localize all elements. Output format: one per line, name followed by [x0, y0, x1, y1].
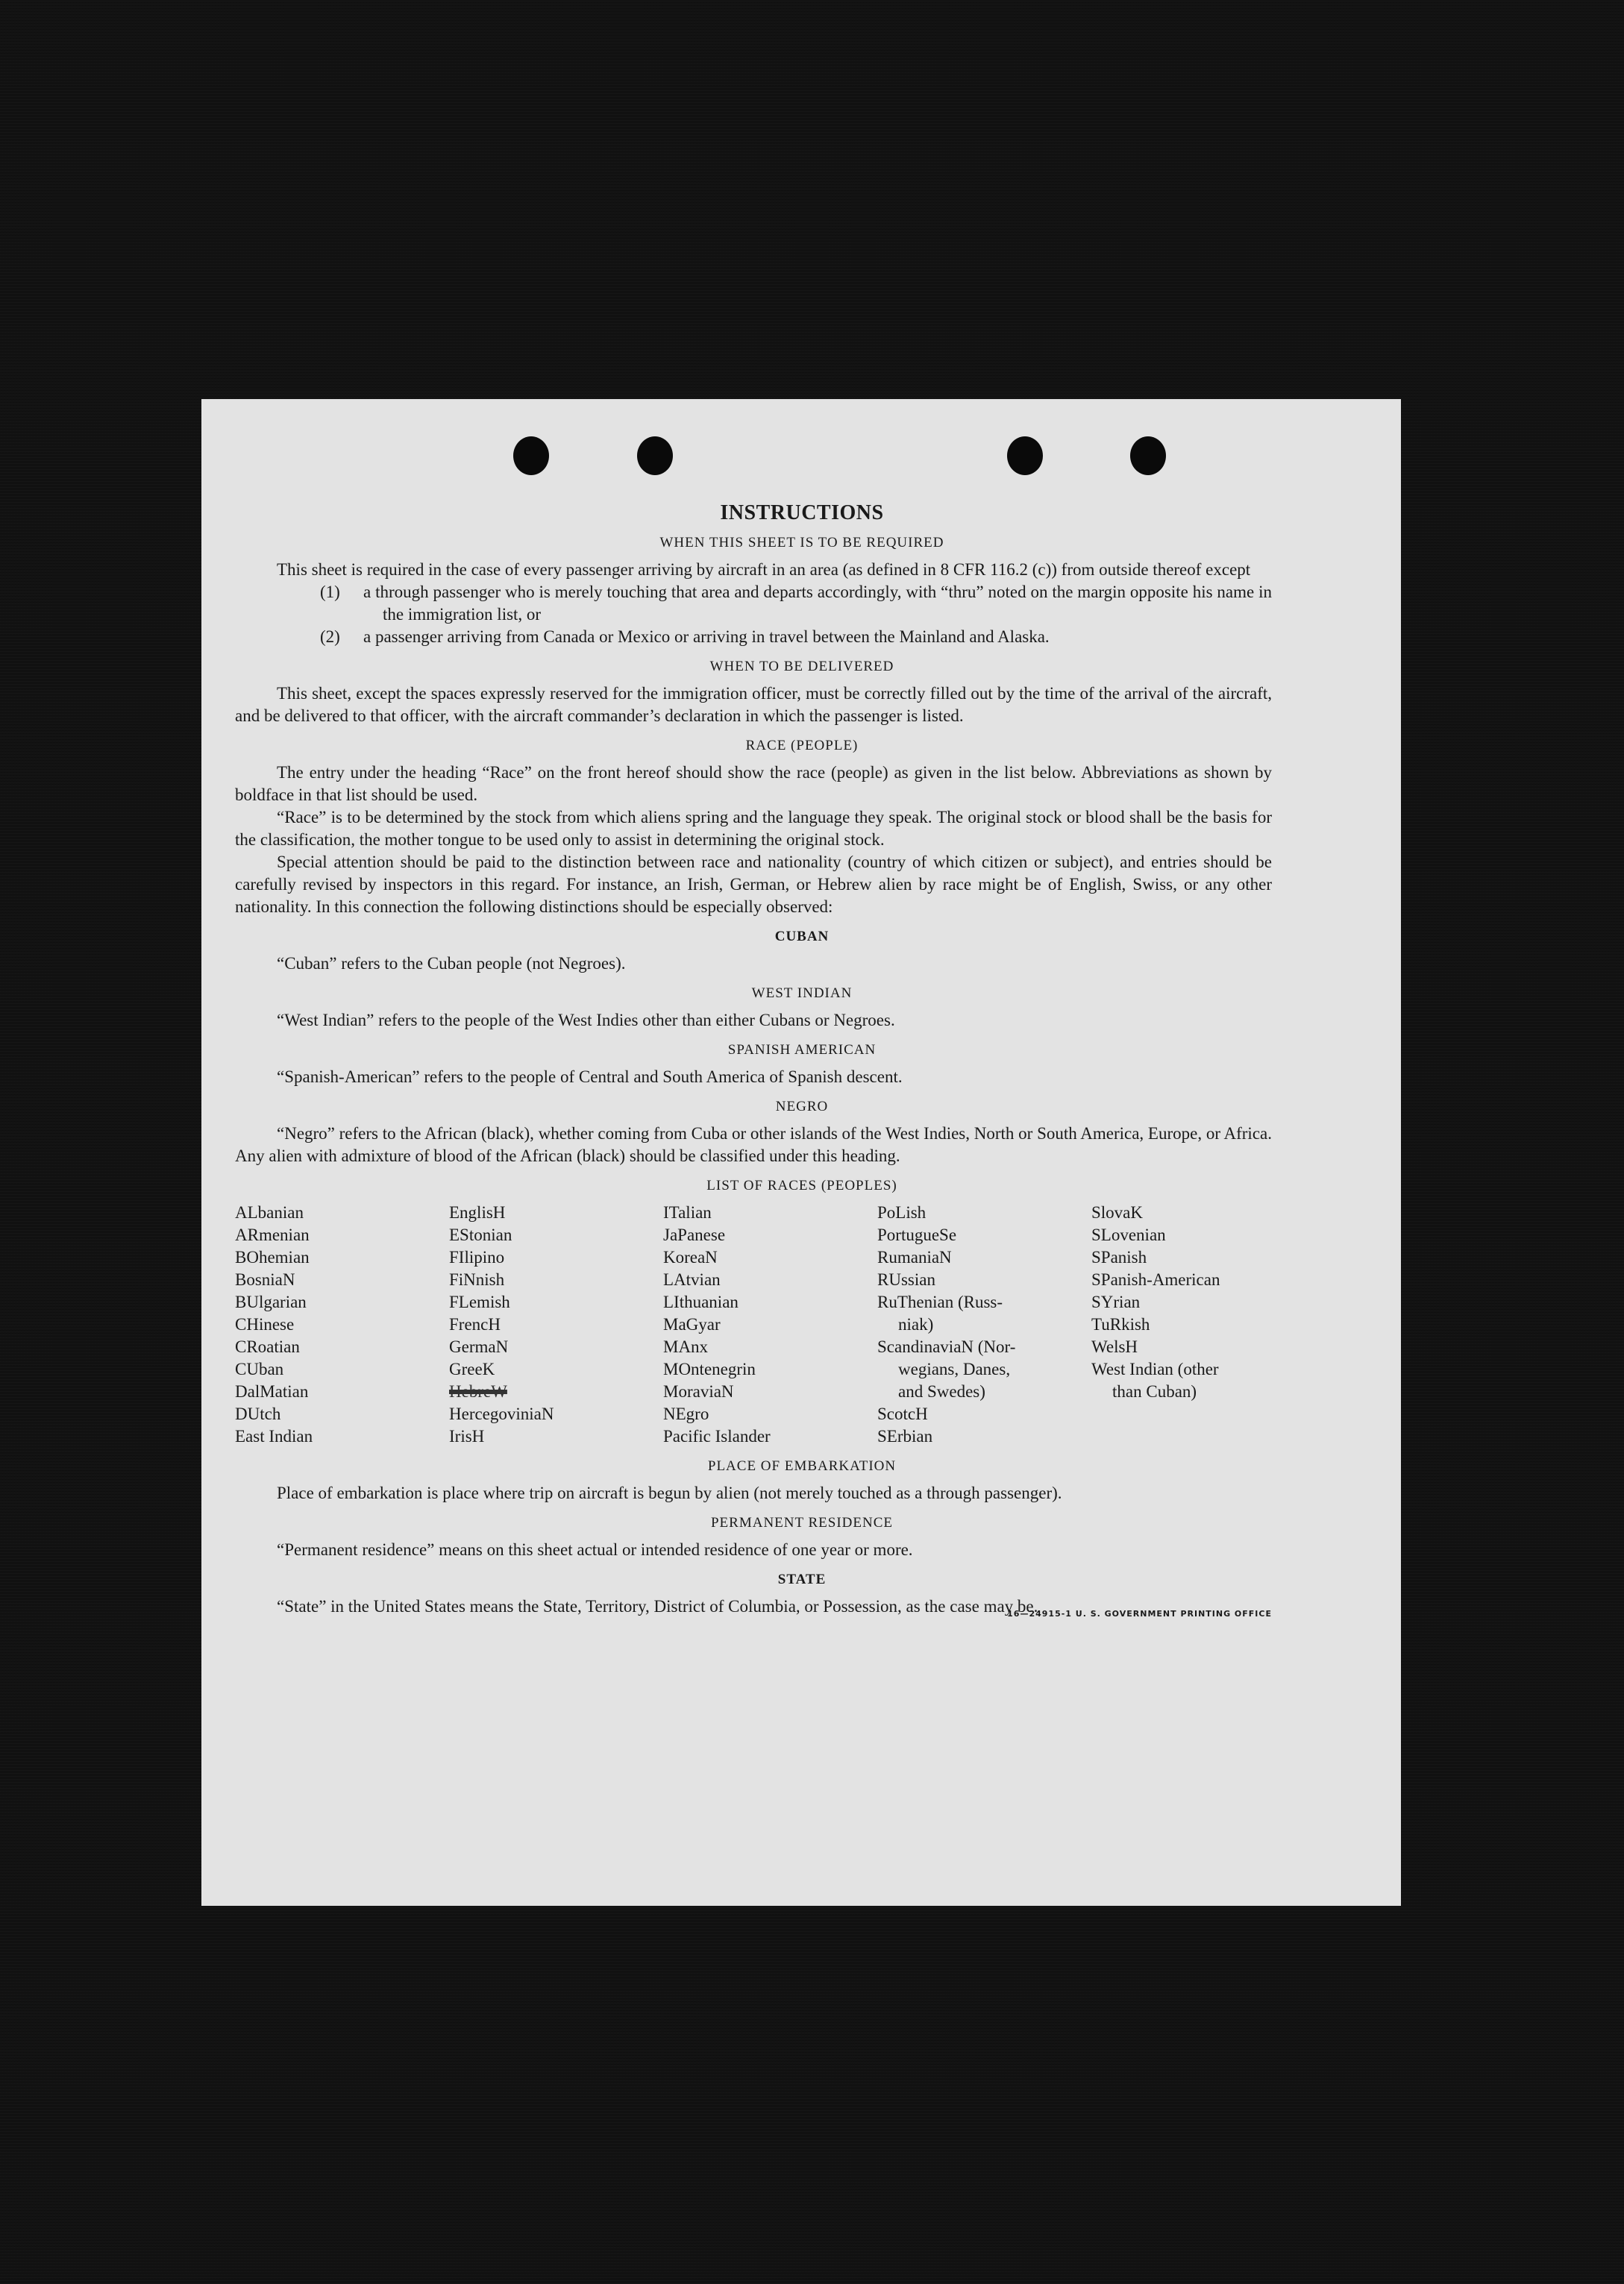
west-indian-text: “West Indian” refers to the people of the West Indies other than either Cubans or Negroes. — [277, 1011, 895, 1029]
race-item: DalMatian — [235, 1382, 309, 1401]
race-item: West Indian (other — [1091, 1360, 1219, 1378]
race-item: EnglisH — [449, 1203, 506, 1222]
race-item: JaPanese — [663, 1226, 726, 1244]
race-item: ARmenian — [235, 1226, 310, 1244]
race-item: FIlipino — [449, 1248, 505, 1267]
cuban-text: “Cuban” refers to the Cuban people (not Negroes). — [277, 954, 626, 973]
race-item: KoreaN — [663, 1248, 718, 1267]
race-item: CRoatian — [235, 1337, 300, 1356]
race-item: NEgro — [663, 1405, 709, 1423]
punch-hole — [1007, 436, 1043, 475]
spanish-american-text: “Spanish-American” refers to the people of Central and South America of Spanish descent. — [277, 1067, 903, 1086]
race-item: BUlgarian — [235, 1293, 307, 1311]
print-code: 16—24915-1 U. S. GOVERNMENT PRINTING OFFICE — [1007, 1609, 1272, 1619]
race-item-continuation: and Swedes) — [898, 1382, 985, 1401]
footer-row — [235, 1609, 1272, 1622]
section-heading-west-indian: WEST INDIAN — [751, 985, 853, 1001]
race-item: FLemish — [449, 1293, 510, 1311]
race-item: FrencH — [449, 1315, 501, 1334]
race-item: ALbanian — [235, 1203, 304, 1222]
race-column-3 — [663, 1202, 877, 1448]
race-item: SYrian — [1091, 1293, 1141, 1311]
race-column-5 — [1091, 1202, 1278, 1448]
sheet-content — [235, 502, 1272, 1622]
race-paragraph-1: The entry under the heading “Race” on the front hereof should show the race (people) as given in the list below. Abbreviations as shown by boldface in that list should be used. — [235, 763, 1272, 804]
race-item: GreeK — [449, 1360, 495, 1378]
section-heading-race: RACE (PEOPLE) — [745, 738, 859, 753]
race-item: DUtch — [235, 1405, 281, 1423]
race-item: ITalian — [663, 1203, 712, 1222]
race-item: WelsH — [1091, 1337, 1138, 1356]
punch-hole — [1130, 436, 1166, 475]
race-paragraph-2: “Race” is to be determined by the stock from which aliens spring and the language they speak. The original stock or blood shall be the basis for the classification, the mother tongue to be used only to assist in determining the original stock. — [235, 808, 1272, 849]
race-column-1 — [235, 1202, 449, 1448]
race-list — [235, 1202, 1272, 1448]
embarkation-text: Place of embarkation is place where trip on aircraft is begun by alien (not merely touched as a through passenger). — [277, 1484, 1062, 1502]
race-item: Pacific Islander — [663, 1427, 771, 1446]
race-item: MOntenegrin — [663, 1360, 756, 1378]
race-item: CUban — [235, 1360, 284, 1378]
residence-text: “Permanent residence” means on this sheet actual or intended residence of one year or more. — [277, 1540, 913, 1559]
instruction-sheet — [201, 399, 1401, 1906]
race-item: East Indian — [235, 1427, 313, 1446]
race-item: EStonian — [449, 1226, 512, 1244]
section-heading-spanish-american: SPANISH AMERICAN — [727, 1042, 877, 1058]
section-heading-cuban: CUBAN — [774, 929, 830, 944]
section-heading-residence: PERMANENT RESIDENCE — [710, 1515, 894, 1531]
required-intro: This sheet is required in the case of every passenger arriving by aircraft in an area (as defined in 8 CFR 116.2 (c)) from outside thereof except — [277, 560, 1251, 579]
race-item: MoraviaN — [663, 1382, 734, 1401]
section-heading-embarkation: PLACE OF EMBARKATION — [707, 1458, 897, 1474]
race-column-2 — [449, 1202, 663, 1448]
race-item: MaGyar — [663, 1315, 721, 1334]
race-item: ScandinaviaN (Nor- — [877, 1337, 1016, 1356]
race-item: LIthuanian — [663, 1293, 739, 1311]
delivered-text: This sheet, except the spaces expressly reserved for the immigration officer, must be correctly filled out by the time of the arrival of the aircraft, and be delivered to that officer, with the aircraft commander’s declaration in which the passenger is listed. — [235, 684, 1272, 725]
race-item: TuRkish — [1091, 1315, 1150, 1334]
race-item-continuation: than Cuban) — [1112, 1382, 1197, 1401]
punch-hole — [513, 436, 549, 475]
race-item: RUssian — [877, 1270, 935, 1289]
race-column-4 — [877, 1202, 1091, 1448]
race-item: BosniaN — [235, 1270, 295, 1289]
race-item: CHinese — [235, 1315, 295, 1334]
race-item: FiNnish — [449, 1270, 505, 1289]
race-item: RumaniaN — [877, 1248, 952, 1267]
race-item-continuation: wegians, Danes, — [898, 1360, 1011, 1378]
negro-text: “Negro” refers to the African (black), whether coming from Cuba or other islands of the West Indies, North or South America, Europe, or Africa. Any alien with admixture of blood of the African (black) should be classified under this heading. — [235, 1124, 1272, 1165]
race-item: SErbian — [877, 1427, 933, 1446]
state-text: “State” in the United States means the State, Territory, District of Columbia, or Possession, as the case may be. — [277, 1597, 1038, 1616]
section-heading-required: WHEN THIS SHEET IS TO BE REQUIRED — [659, 535, 944, 550]
race-item-struck: HebreW — [449, 1382, 507, 1401]
race-item: PoLish — [877, 1203, 927, 1222]
race-item: IrisH — [449, 1427, 485, 1446]
race-item: LAtvian — [663, 1270, 721, 1289]
page-title: INSTRUCTIONS — [720, 501, 884, 524]
race-item: BOhemian — [235, 1248, 310, 1267]
race-item: PortugueSe — [877, 1226, 957, 1244]
race-item-continuation: niak) — [898, 1315, 934, 1334]
section-heading-state: STATE — [777, 1572, 827, 1587]
race-item: SPanish — [1091, 1248, 1147, 1267]
required-item-1: (1) a through passenger who is merely touching that area and departs accordingly, with “thru” noted on the margin opposite his name in the immigration list, or — [320, 583, 1272, 624]
punch-hole — [637, 436, 673, 475]
section-heading-negro: NEGRO — [775, 1099, 829, 1114]
race-paragraph-3: Special attention should be paid to the distinction between race and nationality (country of which citizen or subject), and entries should be carefully revised by inspectors in this regard. For instance, an Irish, German, or Hebrew alien by race might be of English, Swiss, or any other nationality. In this connection the following distinctions should be especially observed: — [235, 853, 1272, 916]
race-item: SPanish-American — [1091, 1270, 1220, 1289]
race-item: GermaN — [449, 1337, 509, 1356]
section-heading-list: LIST OF RACES (PEOPLES) — [706, 1178, 897, 1193]
race-item: MAnx — [663, 1337, 709, 1356]
race-item: ScotcH — [877, 1405, 928, 1423]
race-item: HercegoviniaN — [449, 1405, 554, 1423]
race-item: SlovaK — [1091, 1203, 1143, 1222]
section-heading-delivered: WHEN TO BE DELIVERED — [709, 659, 894, 674]
race-item: SLovenian — [1091, 1226, 1166, 1244]
race-item: RuThenian (Russ- — [877, 1293, 1003, 1311]
required-item-2: (2) a passenger arriving from Canada or Mexico or arriving in travel between the Mainland and Alaska. — [320, 627, 1050, 646]
